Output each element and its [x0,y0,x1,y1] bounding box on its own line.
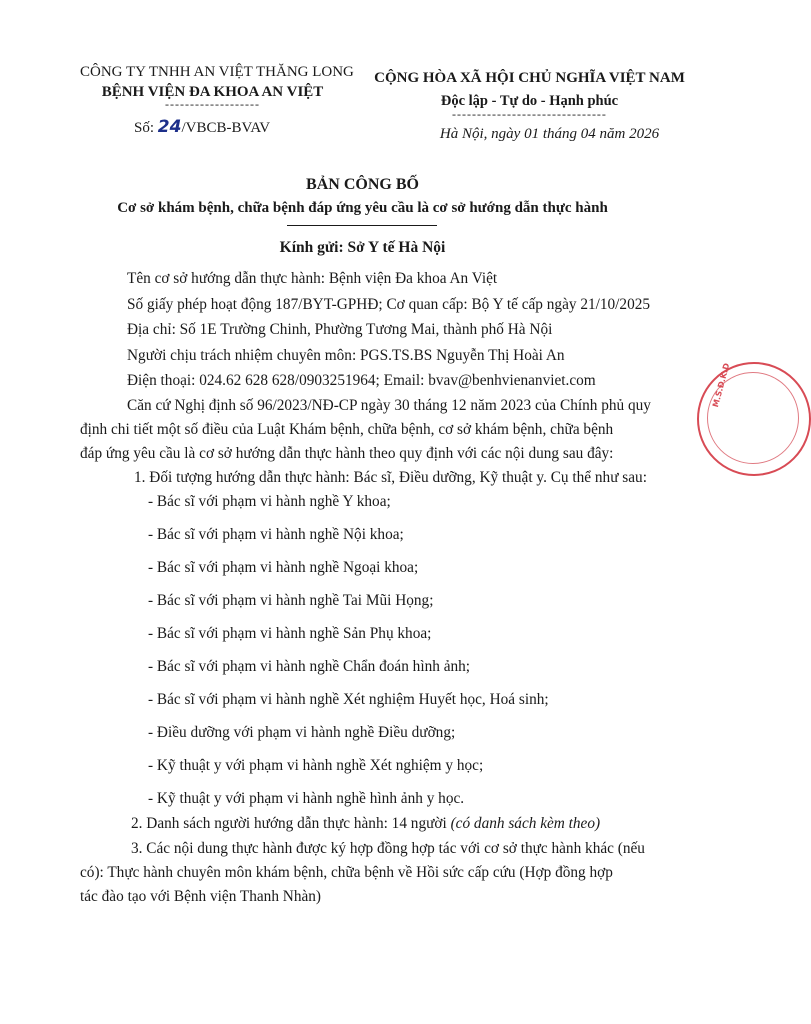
document-title: BẢN CÔNG BỐ [306,176,419,193]
place-date: Hà Nội, ngày 01 tháng 04 năm 2026 [439,126,660,142]
item3-line: 3. Các nội dung thực hành được ký hợp đồng hợp tác với cơ sở thực hành khác (nếu [131,840,645,857]
info-responsible-person: Người chịu trách nhiệm chuyên môn: PGS.TS.BS Nguyễn Thị Hoài An [127,347,565,364]
item2 [131,815,600,833]
list-item: - Kỹ thuật y với phạm vi hành nghề Xét nghiệm y học; [148,757,484,774]
list-item: - Kỹ thuật y với phạm vi hành nghề hình ảnh y học. [148,790,465,807]
title-underline [287,225,437,226]
number-prefix: Số: [134,120,155,136]
list-item: - Bác sĩ với phạm vi hành nghề Chẩn đoán hình ảnh; [148,658,471,675]
document-number [134,117,270,137]
list-item: - Bác sĩ với phạm vi hành nghề Tai Mũi Họng; [148,592,434,609]
list-item: - Bác sĩ với phạm vi hành nghề Xét nghiệm Huyết học, Hoá sinh; [148,691,549,708]
list-item: - Bác sĩ với phạm vi hành nghề Sản Phụ khoa; [148,625,432,642]
legal-basis-line: định chi tiết một số điều của Luật Khám bệnh, chữa bệnh, cơ sở khám bệnh, chữa bệnh [80,421,614,438]
info-facility-name: Tên cơ sở hướng dẫn thực hành: Bệnh viện Đa khoa An Việt [127,270,498,287]
document-subtitle: Cơ sở khám bệnh, chữa bệnh đáp ứng yêu cầu là cơ sở hướng dẫn thực hành [117,200,608,216]
number-suffix: /VBCB-BVAV [181,120,271,136]
handwritten-number: 24 [157,117,182,137]
list-item: - Bác sĩ với phạm vi hành nghề Nội khoa; [148,526,404,543]
hospital-name: BỆNH VIỆN ĐA KHOA AN VIỆT [101,84,324,100]
right-separator: ------------------------------- [452,107,607,121]
recipient: Kính gửi: Sở Y tế Hà Nội [279,239,446,256]
stamp-text: M.S.Đ.K.D [711,362,732,409]
nation-motto: Độc lập - Tự do - Hạnh phúc [440,93,619,109]
item3-line: tác đào tạo với Bệnh viện Thanh Nhàn) [80,888,322,905]
info-address: Địa chỉ: Số 1E Trường Chinh, Phường Tương Mai, thành phố Hà Nội [127,321,553,338]
left-separator: ------------------- [165,97,260,111]
legal-basis-line: Căn cứ Nghị định số 96/2023/NĐ-CP ngày 30 tháng 12 năm 2023 của Chính phủ quy [127,397,651,414]
info-contact: Điện thoại: 024.62 628 628/0903251964; Email: bvav@benhvienanviet.com [127,372,596,389]
legal-basis-line: đáp ứng yêu cầu là cơ sở hướng dẫn thực hành theo quy định với các nội dung sau đây: [80,445,614,462]
list-item: - Bác sĩ với phạm vi hành nghề Y khoa; [148,493,391,510]
item1-heading: 1. Đối tượng hướng dẫn thực hành: Bác sĩ, Điều dưỡng, Kỹ thuật y. Cụ thể như sau: [134,469,647,486]
official-stamp [697,362,811,476]
list-item: - Điều dưỡng với phạm vi hành nghề Điều dưỡng; [148,724,456,741]
item3-line: có): Thực hành chuyên môn khám bệnh, chữa bệnh về Hồi sức cấp cứu (Hợp đồng hợp [80,864,613,881]
item2-text: 2. Danh sách người hướng dẫn thực hành: 14 người [131,815,447,832]
item2-note: (có danh sách kèm theo) [450,815,601,832]
company-name: CÔNG TY TNHH AN VIỆT THĂNG LONG [80,64,354,80]
nation-title: CỘNG HÒA XÃ HỘI CHỦ NGHĨA VIỆT NAM [374,70,685,86]
list-item: - Bác sĩ với phạm vi hành nghề Ngoại khoa; [148,559,419,576]
info-license: Số giấy phép hoạt động 187/BYT-GPHĐ; Cơ quan cấp: Bộ Y tế cấp ngày 21/10/2025 [127,296,651,313]
